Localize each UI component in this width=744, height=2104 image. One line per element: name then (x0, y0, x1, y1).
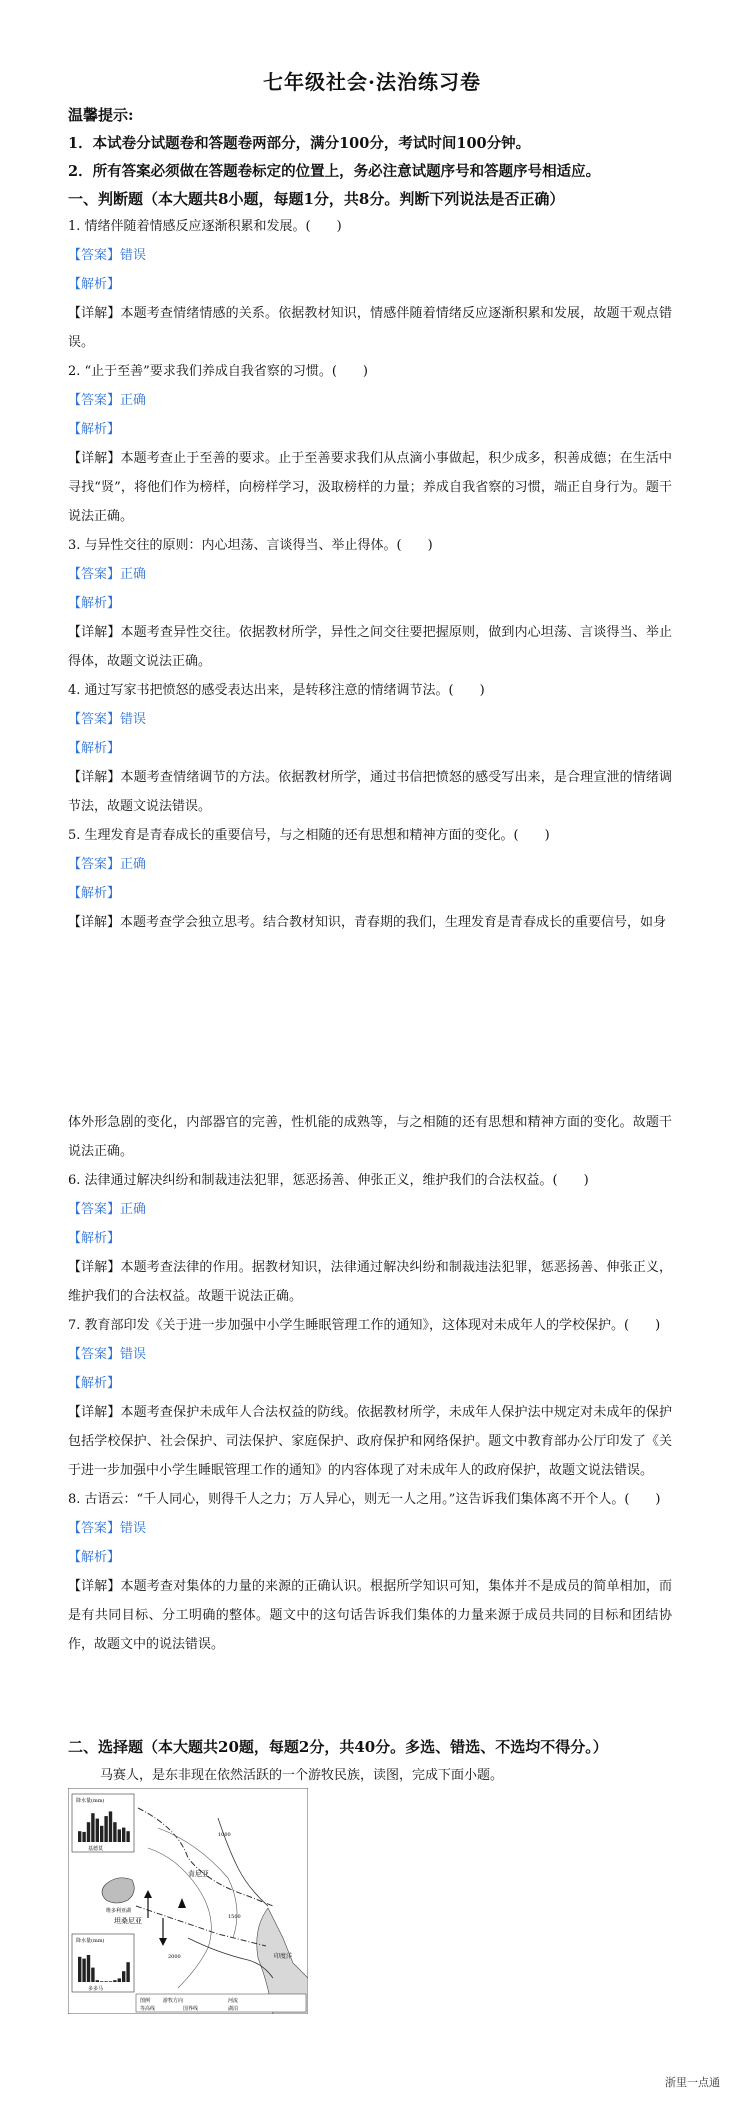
detail-6: 【详解】本题考查法律的作用。据教材知识，法律通过解决纠纷和制裁违法犯罪，惩恶扬善、伸张正义，维护我们的合法权益。故题干说法正确。 (68, 1260, 672, 1304)
footer-watermark: 浙里一点通 (665, 2076, 720, 2089)
east-africa-map (68, 1788, 308, 2014)
detail-2: 【详解】本题考查止于至善的要求。止于至善要求我们从点滴小事做起，积少成多，积善成德；在生活中寻找“贤”，将他们作为榜样，向榜样学习，汲取榜样的力量；养成自我省察的习惯，端正自身行为。题干说法正确。 (68, 451, 672, 524)
legend-item-lake: 湖泊 (228, 2006, 239, 2012)
detail-5-continued: 体外形急剧的变化，内部器官的完善，性机能的成熟等，与之相随的还有思想和精神方面的变化。故题干说法正确。 (68, 1115, 672, 1159)
question-5: 5. 生理发育是青春成长的重要信号，与之相随的还有思想和精神方面的变化。( ) (68, 828, 550, 843)
country-label-kenya: 肯尼亚 (188, 1870, 209, 1878)
legend-item-contour: 等高线 (140, 2006, 156, 2012)
lake-label: 维多利亚湖 (106, 1908, 132, 1914)
analysis-label-1: 【解析】 (68, 277, 121, 292)
contour-label-1000: 1000 (218, 1832, 231, 1838)
answer-4: 【答案】错误 (68, 712, 147, 727)
analysis-label-8: 【解析】 (68, 1550, 121, 1565)
question-6: 6. 法律通过解决纠纷和制裁违法犯罪，惩恶扬善、伸张正义，维护我们的合法权益。( ) (68, 1173, 589, 1188)
answer-3: 【答案】正确 (68, 567, 147, 582)
question-2: 2. “止于至善”要求我们养成自我省察的习惯。( ) (68, 364, 368, 379)
climate-top-bar (104, 1816, 107, 1842)
contour-label-2000: 2000 (168, 1954, 181, 1960)
legend-item-nomad: 游牧方向 (163, 1998, 184, 2004)
climate-top-bar (122, 1828, 125, 1842)
climate-bottom-bar (96, 1980, 99, 1982)
climate-chart-top (72, 1794, 134, 1852)
climate-top-bar (100, 1826, 103, 1842)
detail-8: 【详解】本题考查对集体的力量的来源的正确认识。根据所学知识可知，集体并不是成员的简单相加，而是有共同目标、分工明确的整体。题文中的这句话告诉我们集体的力量来源于成员共同的目标和团结协作，故题文中的说法错误。 (68, 1579, 672, 1652)
climate-top-bar (118, 1829, 121, 1842)
climate-top-bar (109, 1811, 112, 1842)
climate-bottom-bar (113, 1980, 116, 1982)
climate-bottom-bar (82, 1959, 85, 1982)
climate-ylabel-bottom: 降水量(mm) (76, 1938, 105, 1944)
climate-top-bar (87, 1822, 90, 1842)
tip-2: 2．所有答案必须做在答题卷标定的位置上，务必注意试题序号和答题序号相适应。 (68, 163, 601, 180)
detail-4: 【详解】本题考查情绪调节的方法。依据教材所学，通过书信把愤怒的感受写出来，是合理宣泄的情绪调节法，故题文说法错误。 (68, 770, 672, 814)
map-legend (136, 1994, 306, 2012)
climate-top-bar (78, 1831, 81, 1842)
detail-1: 【详解】本题考查情绪情感的关系。依据教材知识，情感伴随着情绪反应逐渐积累和发展，故题干观点错误。 (68, 306, 672, 350)
climate-bottom-bar (78, 1957, 81, 1982)
climate-bottom-bar (122, 1971, 125, 1982)
climate-bottom-bar (126, 1962, 129, 1982)
detail-3: 【详解】本题考查异性交往。依据教材所学，异性之间交往要把握原则，做到内心坦荡、言谈得当、举止得体，故题文说法正确。 (68, 625, 672, 669)
climate-bottom-bar (91, 1968, 94, 1982)
judgement-block-1 (68, 212, 672, 937)
answer-8: 【答案】错误 (68, 1521, 147, 1536)
question-intro: 马赛人，是东非现在依然活跃的一个游牧民族，读图，完成下面小题。 (100, 1768, 504, 1783)
detail-7: 【详解】本题考查保护未成年人合法权益的防线。依据教材所学，未成年人保护法中规定对未成年的保护包括学校保护、社会保护、司法保护、家庭保护、政府保护和网络保护。题文中教育部办公厅印发了《关于进一步加强中小学生睡眠管理工作的通知》的内容体现了对未成年人的政府保护，故题文说法错误。 (68, 1405, 672, 1478)
ocean-label: 印度洋 (274, 1953, 293, 1960)
climate-chart-bottom (72, 1934, 134, 1992)
question-7: 7. 教育部印发《关于进一步加强中小学生睡眠管理工作的通知》，这体现对未成年人的学校保护。( ) (68, 1318, 661, 1333)
legend-item-river: 河流 (228, 1998, 239, 2004)
climate-bottom-bar (109, 1981, 112, 1982)
analysis-label-5: 【解析】 (68, 886, 121, 901)
legend-title: 图例 (140, 1998, 151, 2004)
climate-top-bar (82, 1832, 85, 1842)
judgement-block-2 (68, 1108, 672, 1659)
climate-top-bar (113, 1822, 116, 1842)
legend-item-border: 国界线 (183, 2006, 199, 2012)
section-choice-heading: 二、选择题（本大题共20题，每题2分，共40分。多选、错选、不选均不得分。） (68, 1738, 608, 1756)
section-judgement-heading: 一、判断题（本大题共8小题，每题1分，共8分。判断下列说法是否正确） (68, 190, 565, 208)
tip-1: 1．本试卷分试题卷和答题卷两部分，满分100分，考试时间100分钟。 (68, 135, 531, 152)
page-title: 七年级社会·法治练习卷 (263, 70, 481, 94)
climate-top-bar (91, 1813, 94, 1842)
question-8: 8. 古语云：“千人同心，则得千人之力；万人异心，则无一人之用。”这告诉我们集体离不开个人。( ) (68, 1492, 661, 1507)
climate-bottom-bar (104, 1981, 107, 1982)
tips-heading: 温馨提示: (68, 106, 134, 124)
climate-ylabel-top: 降水量(mm) (76, 1798, 105, 1804)
station-label-bottom: 多多马 (88, 1986, 104, 1992)
analysis-label-2: 【解析】 (68, 422, 121, 437)
answer-1: 【答案】错误 (68, 248, 147, 263)
climate-bottom-bar (87, 1955, 90, 1982)
country-label-tanzania: 坦桑尼亚 (114, 1917, 142, 1925)
question-1: 1. 情绪伴随着情感反应逐渐积累和发展。( ) (68, 219, 342, 234)
analysis-label-7: 【解析】 (68, 1376, 121, 1391)
climate-top-bar (126, 1831, 129, 1842)
climate-bottom-bar (100, 1981, 103, 1982)
climate-bottom-bar (118, 1978, 121, 1982)
question-3: 3. 与异性交往的原则：内心坦荡、言谈得当、举止得体。( ) (68, 538, 433, 553)
question-4: 4. 通过写家书把愤怒的感受表达出来，是转移注意的情绪调节法。( ) (68, 683, 485, 698)
analysis-label-6: 【解析】 (68, 1231, 121, 1246)
contour-label-1500: 1500 (228, 1914, 241, 1920)
detail-5: 【详解】本题考查学会独立思考。结合教材知识，青春期的我们，生理发育是青春成长的重要信号，如身 (68, 915, 667, 930)
station-label-top: 基德莫 (88, 1846, 104, 1852)
answer-6: 【答案】正确 (68, 1202, 147, 1217)
climate-top-bar (96, 1819, 99, 1842)
analysis-label-4: 【解析】 (68, 741, 121, 756)
answer-7: 【答案】错误 (68, 1347, 147, 1362)
analysis-label-3: 【解析】 (68, 596, 121, 611)
answer-2: 【答案】正确 (68, 393, 147, 408)
answer-5: 【答案】正确 (68, 857, 147, 872)
